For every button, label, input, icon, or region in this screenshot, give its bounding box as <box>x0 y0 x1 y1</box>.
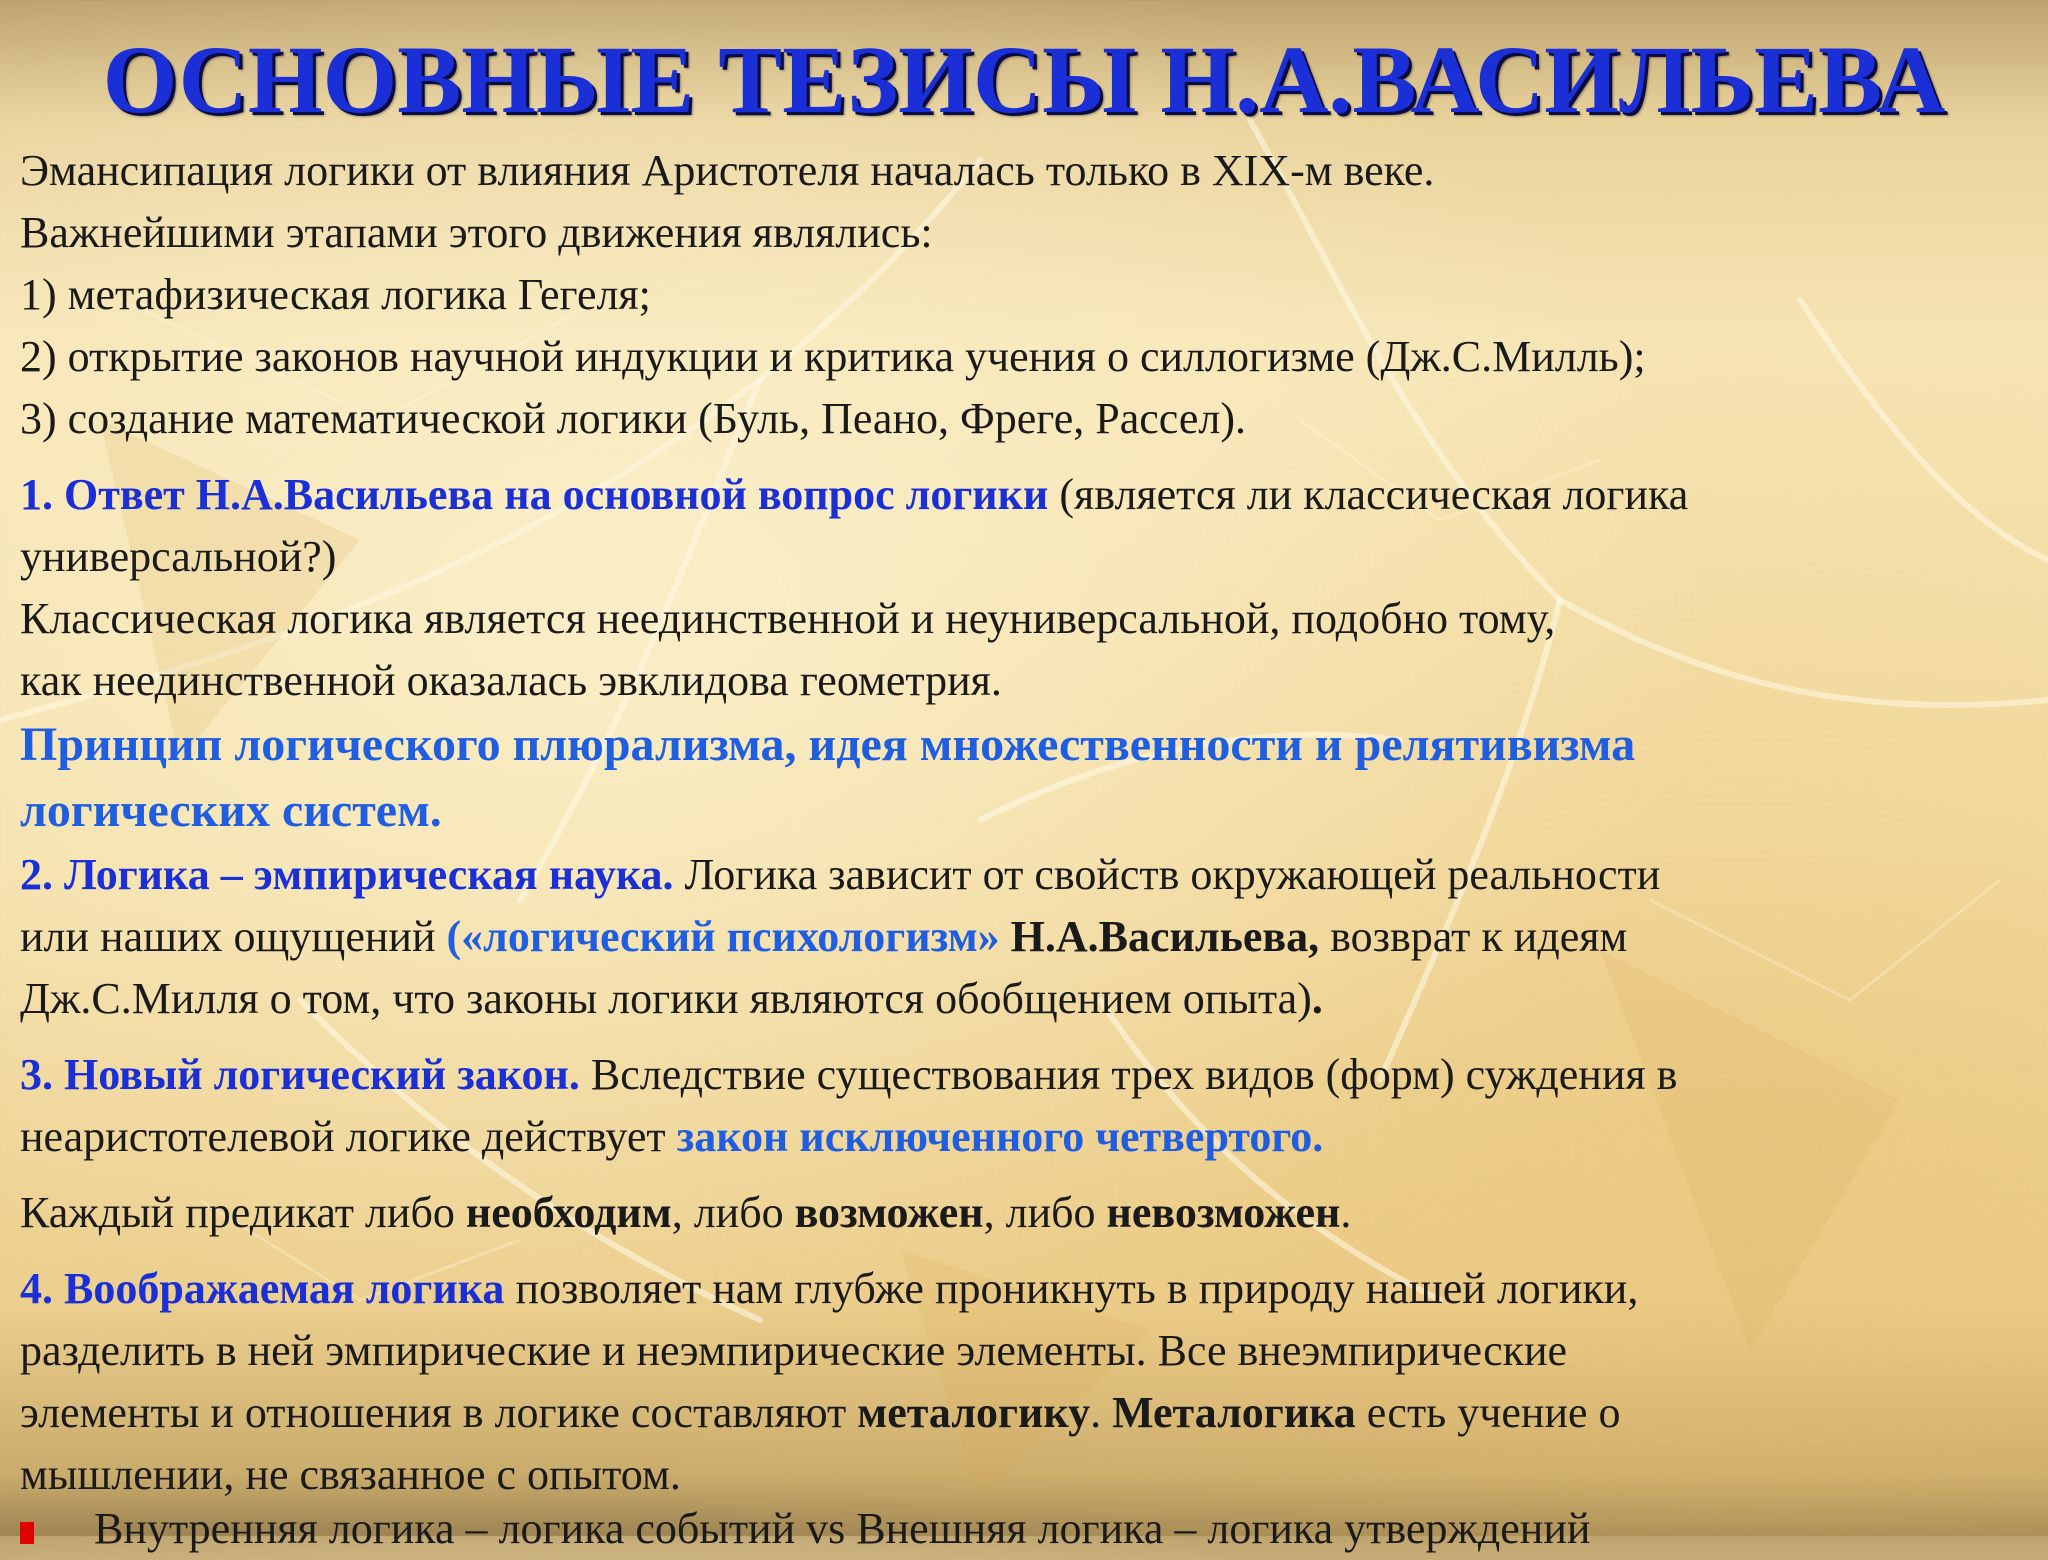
predicate-word-necessary: необходим <box>465 1188 672 1237</box>
thesis4-text-c: элементы и отношения в логике составляют <box>20 1388 858 1437</box>
thesis4-heading: 4. Воображаемая логика <box>20 1264 505 1313</box>
thesis1-text-b: как неединственной оказалась эвклидова геометрия. <box>20 656 1002 705</box>
principle-line-2: логических систем. <box>20 784 442 837</box>
intro-item-2: 2) открытие законов научной индукции и критика учения о силлогизме (Дж.С.Милль); <box>20 332 1646 381</box>
thesis2-text-a: Логика зависит от свойств окружающей реальности <box>673 850 1661 899</box>
predicate-text-1: Каждый предикат либо <box>20 1188 466 1237</box>
thesis4-text-e: есть учение о <box>1355 1388 1621 1437</box>
predicate-line <box>20 1182 2030 1244</box>
intro-item-3: 3) создание математической логики (Буль, Пеано, Фреге, Рассел). <box>20 394 1247 443</box>
thesis1-text-a: Классическая логика является неединственной и неуниверсальной, подобно тому, <box>20 594 1556 643</box>
thesis2-heading: 2. Логика – эмпирическая наука. <box>20 850 674 899</box>
thesis4-metalogic-2: Металогика <box>1112 1388 1356 1437</box>
thesis3-line-2 <box>20 1106 2030 1168</box>
bottom-bullet-text: Внутренняя логика – логика событий vs Внешняя логика – логика утверждений <box>94 1504 1591 1553</box>
principle-line-1: Принцип логического плюрализма, идея множественности и релятивизма <box>20 718 1636 771</box>
thesis1-question-b: универсальной?) <box>20 532 337 581</box>
thesis2-psych: («логический психологизм» <box>446 912 1000 961</box>
thesis2-line-2 <box>20 906 2030 968</box>
page-title: ОСНОВНЫЕ ТЕЗИСЫ Н.А.ВАСИЛЬЕВА <box>102 26 1946 133</box>
thesis1-question-a: (является ли классическая логика <box>1048 470 1689 519</box>
thesis3-law: закон исключенного четвертого. <box>676 1112 1324 1161</box>
thesis2-author: Н.А.Васильева, <box>999 912 1320 961</box>
thesis3-text-a: Вследствие существования трех видов (форм) суждения в <box>579 1050 1678 1099</box>
thesis3-text-b: неаристотелевой логике действует <box>20 1112 677 1161</box>
thesis2-line-1 <box>20 844 2030 906</box>
thesis4-text-f: мышлении, не связанное с опытом. <box>20 1450 681 1499</box>
thesis2-line-3 <box>20 968 2030 1030</box>
thesis4-text-a: позволяет нам глубже проникнуть в природу нашей логики, <box>504 1264 1639 1313</box>
thesis3-line-1 <box>20 1044 2030 1106</box>
predicate-word-possible: возможен <box>794 1188 984 1237</box>
thesis4-line-3 <box>20 1382 2030 1444</box>
intro-item-1: 1) метафизическая логика Гегеля; <box>20 270 651 319</box>
intro-line-2: Важнейшими этапами этого движения являлись: <box>20 208 933 257</box>
thesis1-heading: 1. Ответ Н.А.Васильева на основной вопрос логики <box>20 470 1049 519</box>
predicate-text-4: . <box>1340 1188 1352 1237</box>
thesis4-line-1 <box>20 1258 2030 1320</box>
predicate-text-2: , либо <box>671 1188 795 1237</box>
slide-body <box>20 140 2030 1506</box>
bottom-bullet-line <box>20 1498 1590 1560</box>
thesis1-line-1 <box>20 464 2030 526</box>
thesis4-text-b: разделить в ней эмпирические и неэмпирические элементы. Все внеэмпирические <box>20 1326 1568 1375</box>
thesis2-text-b: или наших ощущений <box>20 912 447 961</box>
thesis4-metalogic-1: металогику <box>857 1388 1091 1437</box>
thesis3-heading: 3. Новый логический закон. <box>20 1050 580 1099</box>
predicate-text-3: , либо <box>983 1188 1107 1237</box>
thesis4-text-d: . <box>1090 1388 1113 1437</box>
thesis2-period: . <box>1311 974 1323 1023</box>
thesis2-text-c: возврат к идеям <box>1319 912 1628 961</box>
red-square-bullet-icon <box>20 1522 34 1544</box>
intro-line-1: Эмансипация логики от влияния Аристотеля началась только в XIX-м веке. <box>20 146 1435 195</box>
thesis2-text-d: Дж.С.Милля о том, что законы логики являются обобщением опыта) <box>20 974 1312 1023</box>
predicate-word-impossible: невозможен <box>1106 1188 1341 1237</box>
